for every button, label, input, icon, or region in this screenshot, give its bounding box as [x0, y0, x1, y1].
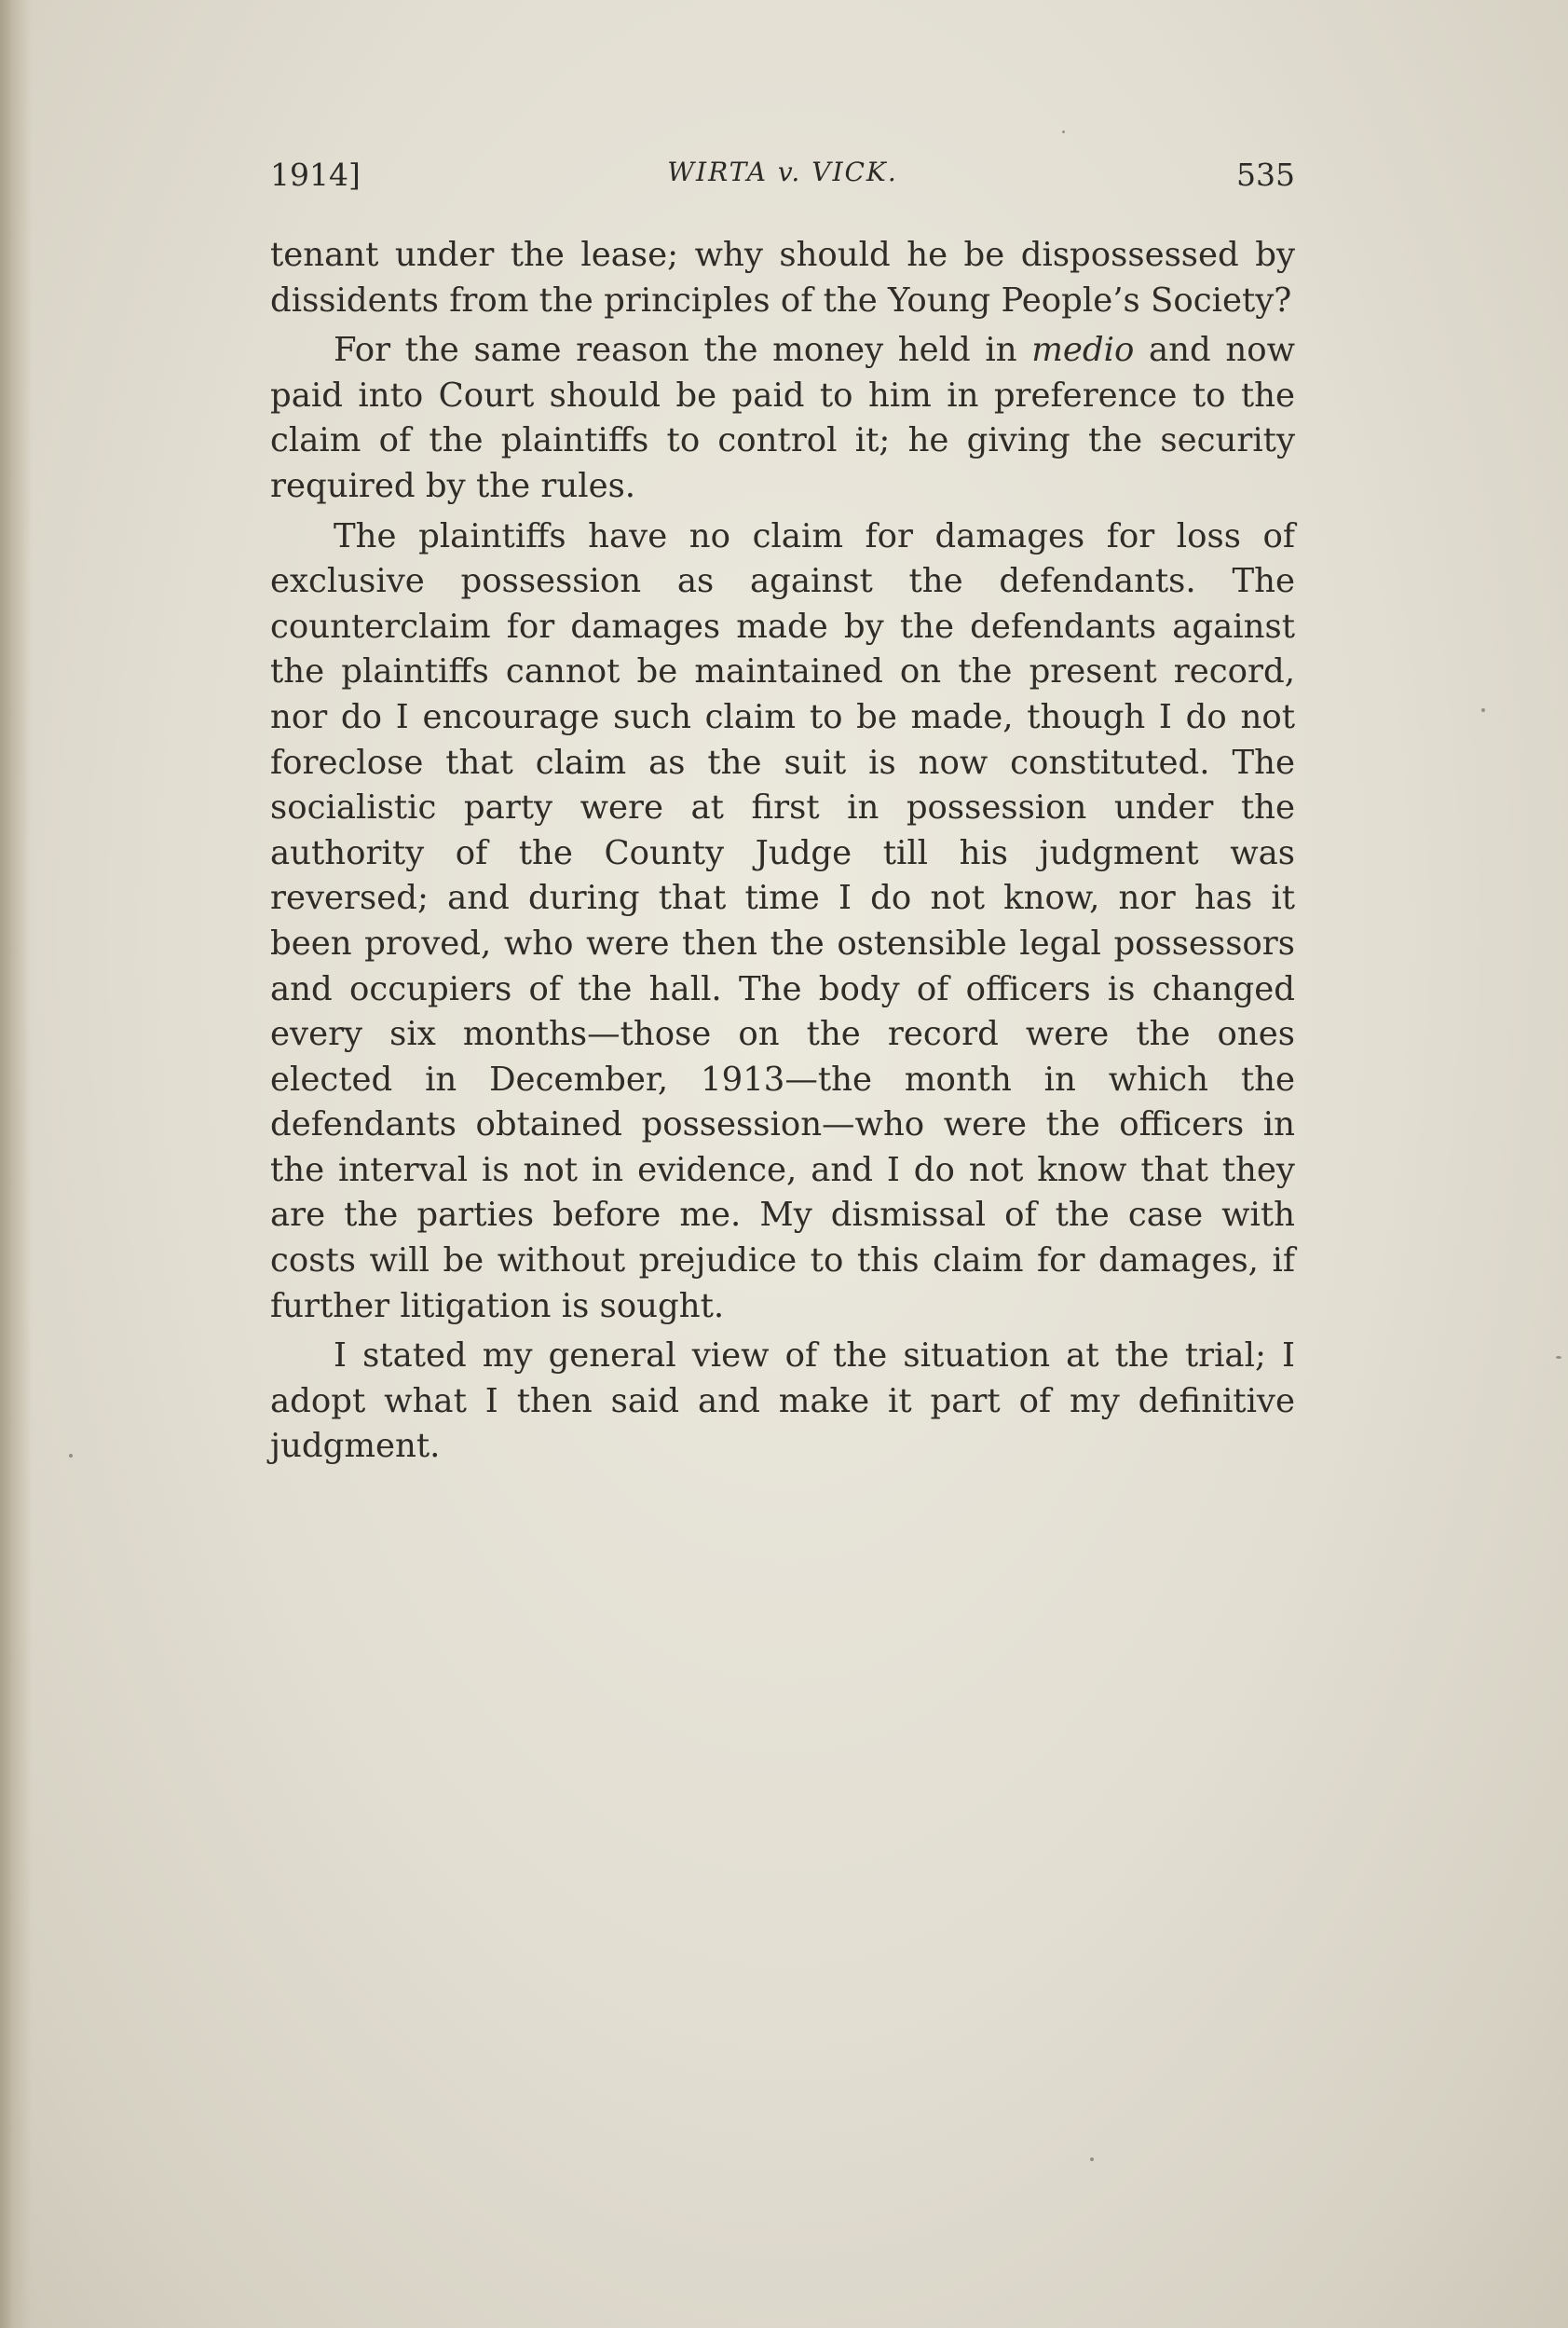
- body-text: [270, 233, 1295, 1474]
- paper-speck: [69, 1454, 73, 1458]
- paper-speck: [1556, 1356, 1561, 1359]
- header-case-title: WIRTA v. VICK.: [667, 157, 898, 187]
- paragraph-4: I stated my general view of the situation at the trial; I adopt what I then said and make it part of my definitive judgment.: [270, 1336, 1295, 1466]
- page-number: 535: [1236, 157, 1295, 193]
- paragraph-3: The plaintiffs have no claim for damages for loss of exclusive possession as against the defendants. The counterclaim for damages made by the defendants against the plaintiffs cannot be maintained on the present record, nor do I encourage such claim to be made, though I do not foreclose that claim as the suit is now constituted. The socialistic party were at first in possession under the authority of the County Judge till his judgment was reversed; and during that time I do not know, nor has it been proved, who were then the ostensible legal possessors and occupiers of the hall. The body of officers is changed every six months—those on the record were the ones elected in December, 1913—the month in which the defendants obtained possession—who were the officers in the interval is not in evidence, and I do not know that they are the parties before me. My dismissal of the case with costs will be without prejudice to this claim for damages, if further litigation is sought.: [270, 516, 1295, 1325]
- running-head: [270, 157, 1295, 203]
- italic-term: medio: [1031, 331, 1135, 370]
- paper-speck: [1481, 708, 1485, 712]
- paragraph-1: tenant under the lease; why should he be dispossessed by dissidents from the principles of the Young People’s Society?: [270, 236, 1295, 320]
- paragraph-2: For the same reason the money held in medio and now paid into Court should be paid to him in preference to the claim of the plaintiffs to control it; he giving the security required by the rules.: [270, 331, 1295, 505]
- paper-speck: [1090, 2157, 1094, 2161]
- binding-shadow: [0, 0, 32, 2328]
- paper-speck: [1062, 130, 1065, 133]
- header-year: 1914]: [270, 157, 361, 193]
